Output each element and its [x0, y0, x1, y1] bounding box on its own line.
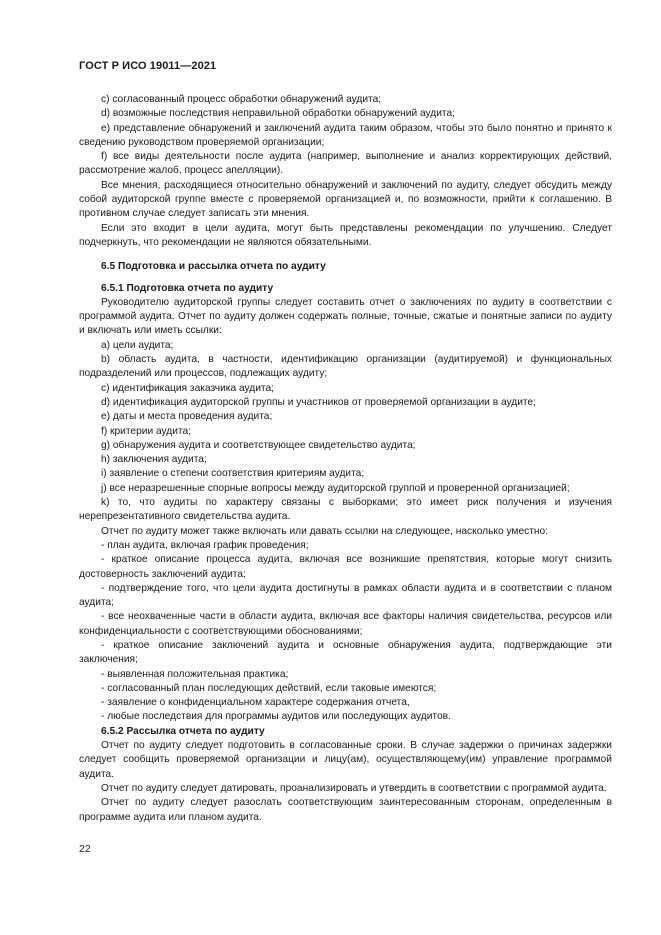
- paragraph: Отчет по аудиту следует разослать соответствующим заинтересованным сторонам, определенным в программе аудита или планом аудита.: [79, 797, 612, 823]
- subsection-heading: 6.5.1 Подготовка отчета по аудиту: [101, 282, 274, 294]
- list-item: f) критерии аудита;: [101, 425, 191, 437]
- list-item: a) цели аудита;: [101, 339, 174, 351]
- list-item: - заявление о конфиденциальном характере содержания отчета,: [101, 697, 410, 709]
- list-item: h) заключения аудита;: [101, 454, 207, 466]
- list-item: c) согласованный процесс обработки обнаружений аудита;: [101, 94, 382, 105]
- section-heading: 6.5 Подготовка и рассылка отчета по аудиту: [101, 261, 326, 273]
- list-item: d) возможные последствия неправильной обработки обнаружений аудита;: [101, 108, 455, 120]
- paragraph: Если это входит в цели аудита, могут быть представлены рекомендации по улучшению. Следует подчеркнуть, что рекомендации не являются обязательными.: [79, 222, 612, 248]
- list-item: g) обнаружения аудита и соответствующее свидетельство аудита;: [101, 439, 416, 451]
- list-item: - согласованный план последующих действий, если таковые имеются;: [101, 682, 437, 694]
- paragraph: Отчет по аудиту следует датировать, проанализировать и утвердить в соответствии с программой аудита.: [101, 782, 607, 794]
- paragraph: Руководителю аудиторской группы следует составить отчет о заключениях по аудиту в соответствии с программой аудита. Отчет по аудиту должен содержать полные, точные, сжатые и понятные записи по аудиту и включать или иметь ссылки:: [79, 296, 612, 337]
- document-body: [79, 93, 612, 825]
- list-item: k) то, что аудиты по характеру связаны с выборками; это имеет риск получения и изучения нерепрезентативного свидетельства аудита.: [79, 497, 612, 523]
- paragraph: Все мнения, расходящиеся относительно обнаружений и заключений по аудиту, следует обсудить между собой аудиторской группе вместе с проверяемой организацией и, по возможности, прийти к соглашению. В противном случае следует записать эти мнения.: [79, 179, 612, 220]
- list-item: - выявленная положительная практика;: [101, 668, 289, 680]
- list-item: e) представление обнаружений и заключений аудита таким образом, чтобы это было понятно и принято к сведению руководством проверяемой организации;: [79, 122, 612, 148]
- list-item: d) идентификация аудиторской группы и участников от проверяемой организации в аудите;: [101, 396, 536, 408]
- list-item: - все неохваченные части в области аудита, включая все факторы наличия свидетельства, ресурсов или конфиденциальности с соответствующими обоснованиями;: [79, 611, 612, 637]
- list-item: c) идентификация заказчика аудита;: [101, 382, 274, 394]
- list-item: i) заявление о степени соответствия критериям аудита;: [101, 468, 365, 480]
- list-item: - любые последствия для программы аудитов или последующих аудитов.: [101, 711, 451, 723]
- list-item: f) все виды деятельности после аудита (например, выполнение и анализ корректирующих действий, рассмотрение жалоб, процесс апелляции).: [79, 151, 612, 177]
- list-item: - план аудита, включая график проведения;: [101, 539, 309, 551]
- list-item: b) область аудита, в частности, идентификацию организации (аудитируемой) и функциональных подразделений или процессов, подлежащих аудиту;: [79, 354, 612, 380]
- list-item: e) даты и места проведения аудита;: [101, 411, 273, 423]
- list-item: j) все неразрешенные спорные вопросы между аудиторской группой и проверенной организацией;: [101, 482, 570, 494]
- list-item: - подтверждение того, что цели аудита достигнуты в рамках области аудита и в соответствии с планом аудита;: [79, 582, 612, 609]
- page-number: 22: [79, 843, 91, 855]
- list-item: - краткое описание процесса аудита, включая все возникшие препятствия, которые могут снизить достоверность заключений аудита;: [79, 554, 612, 580]
- document-header: ГОСТ Р ИСО 19011—2021: [79, 60, 217, 72]
- paragraph: Отчет по аудиту может также включать или давать ссылки на следующее, насколько уместно:: [101, 525, 548, 537]
- list-item: - краткое описание заключений аудита и основные обнаружения аудита, подтверждающие эти заключения;: [79, 639, 612, 666]
- subsection-heading: 6.5.2 Рассылка отчета по аудиту: [101, 725, 265, 737]
- paragraph: Отчет по аудиту следует подготовить в согласованные сроки. В случае задержки о причинах задержки следует сообщить проверяемой организации и лицу(ам), осуществляющему(им) управление программой аудита.: [79, 740, 612, 780]
